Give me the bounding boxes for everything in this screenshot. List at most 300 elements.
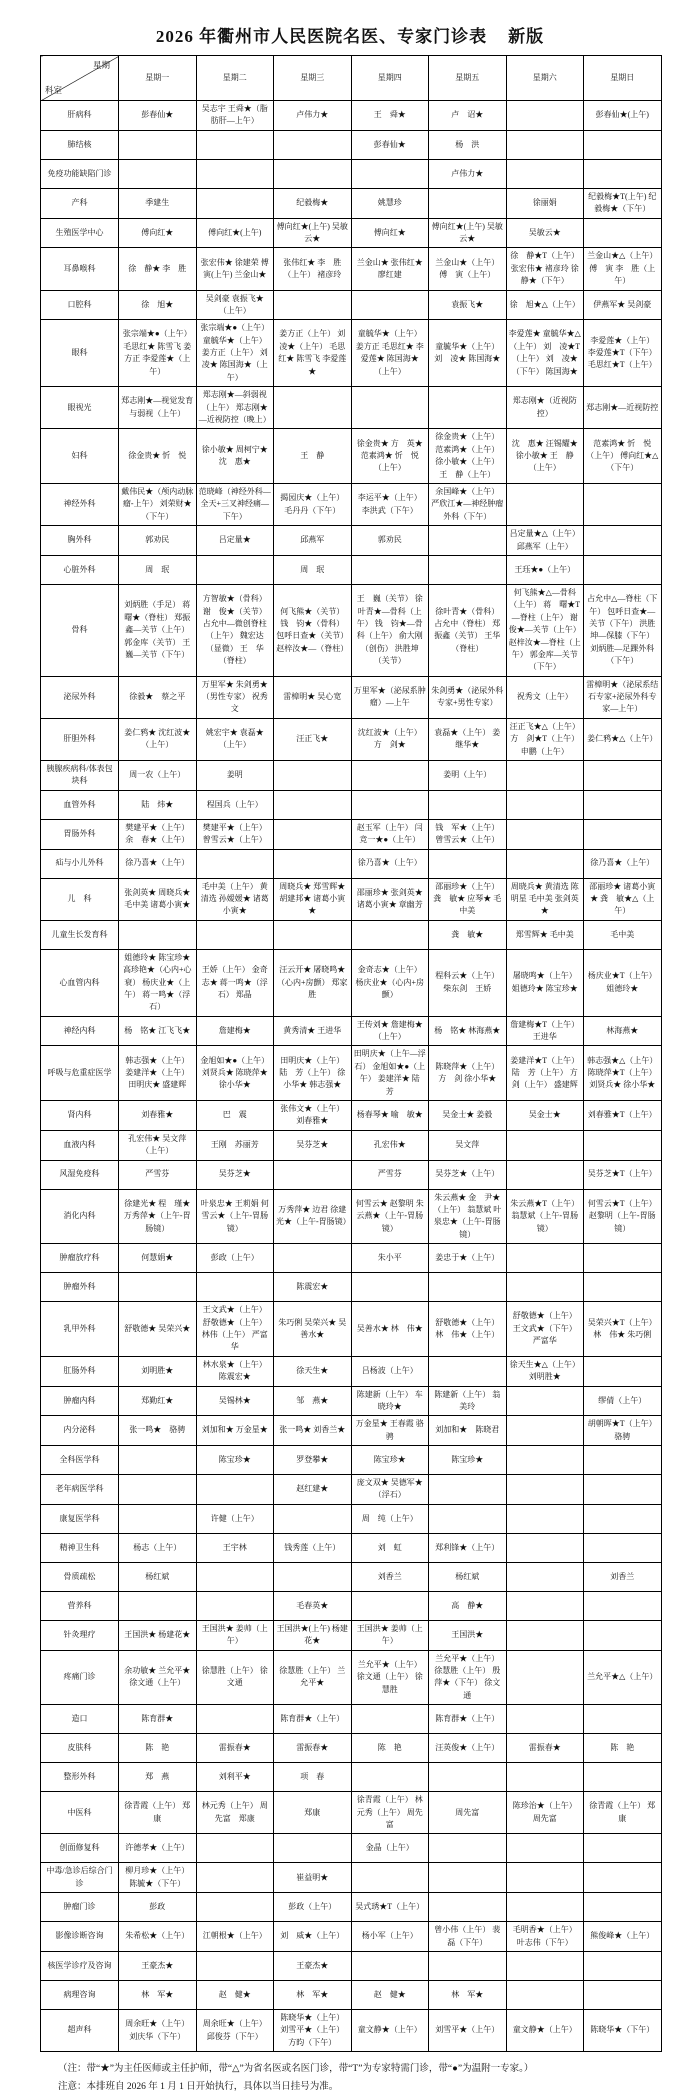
- schedule-cell: 兰金山★△（上午） 傅 寅 李 胜（上午）: [584, 248, 662, 290]
- schedule-cell: 郑志刚★—视觉发育与弱视（上午）: [119, 387, 197, 429]
- effective-date-note: 注意：本排班自 2026 年 1 月 1 日开始执行，具体以当日挂号为准。: [58, 2082, 339, 2093]
- schedule-cell: [429, 387, 507, 429]
- dept-cell: 肿瘤门诊: [41, 1893, 119, 1922]
- table-row: [41, 1244, 662, 1273]
- schedule-cell: [274, 819, 352, 849]
- schedule-cell: [584, 1475, 662, 1505]
- dept-cell: 风湿免疫科: [41, 1160, 119, 1189]
- table-row: [41, 1893, 662, 1922]
- schedule-cell: 柳月珍★（上午） 陈毓★（下午）: [119, 1863, 197, 1893]
- schedule-cell: 许德孝★（上午）: [119, 1834, 197, 1863]
- schedule-cell: [351, 1951, 429, 1980]
- schedule-cell: [506, 790, 584, 819]
- schedule-cell: [119, 1591, 197, 1620]
- schedule-cell: 刘明胜★: [119, 1356, 197, 1386]
- schedule-cell: 陈宝珍★: [429, 1446, 507, 1475]
- schedule-cell: [119, 1504, 197, 1533]
- schedule-cell: 吴荣兴★T（上午） 林 伟★ 朱巧俐: [584, 1302, 662, 1357]
- schedule-cell: [584, 819, 662, 849]
- schedule-cell: [429, 1273, 507, 1302]
- schedule-cell: 赵 健★: [196, 1980, 274, 2009]
- schedule-cell: 庞文双★ 吴德军★（浮石）: [351, 1475, 429, 1505]
- schedule-cell: 何慧娟★: [119, 1244, 197, 1273]
- schedule-cell: 刘春雅★: [119, 1101, 197, 1131]
- schedule-cell: [506, 849, 584, 878]
- dept-cell: 创面修复科: [41, 1834, 119, 1863]
- schedule-cell: 周余旺★（上午） 邱俊芬（下午）: [196, 2009, 274, 2051]
- schedule-cell: 周晓兵★ 郑雪辉★ 胡建邦★ 诸葛小寅★: [274, 878, 352, 920]
- schedule-cell: [429, 1863, 507, 1893]
- dept-cell: 肝胆外科: [41, 718, 119, 760]
- schedule-cell: 姜仁鸦★ 沈红波★（上午）: [119, 718, 197, 760]
- schedule-cell: 郑志刚★—斜弱视（上午） 郑志刚★—近视防控（晚上）: [196, 387, 274, 429]
- schedule-cell: 钱 军★（上午） 曾雪云★（上午）: [429, 819, 507, 849]
- table-row: [41, 248, 662, 290]
- schedule-cell: 陈建新（上午） 翁美玲: [429, 1386, 507, 1416]
- schedule-cell: 姜忠于★（上午）: [429, 1244, 507, 1273]
- schedule-cell: 万里军★（泌尿系肿瘤）—上午: [351, 676, 429, 718]
- schedule-cell: 金奇志★（上午） 杨庆业★（心内+房颤）: [351, 949, 429, 1016]
- schedule-cell: 吴芬芝★: [274, 1130, 352, 1160]
- schedule-cell: 傅向红★: [119, 218, 197, 248]
- schedule-cell: 张一鸣★ 刘香兰★: [274, 1416, 352, 1446]
- page-title: 2026 年衢州市人民医院名医、专家门诊表 新版: [155, 27, 545, 46]
- table-row: [41, 1160, 662, 1189]
- schedule-cell: 姐德玲★ 陈宝珍★ 高珍艳★（心内+心衰） 杨庆业★（上午） 蒋一鸣★（浮石）: [119, 949, 197, 1016]
- schedule-cell: 杨志（上午）: [119, 1533, 197, 1562]
- schedule-cell: 朱巧俐 吴荣兴★ 吴善水★: [274, 1302, 352, 1357]
- schedule-cell: 范晓峰（神经外科—全天+三叉神经痛—下午）: [196, 483, 274, 525]
- schedule-cell: 吴锡林★: [196, 1386, 274, 1416]
- schedule-cell: 郑志刚★（近视防控）: [506, 387, 584, 429]
- schedule-cell: 舒敬德★（上午） 王文武★（下午） 严富华: [506, 1302, 584, 1357]
- schedule-cell: 徐青霞（上午） 林元秀（上午） 周先富: [351, 1792, 429, 1834]
- table-row: [41, 819, 662, 849]
- schedule-cell: 陈建新（上午） 车晓玲★: [351, 1386, 429, 1416]
- schedule-cell: [584, 1591, 662, 1620]
- schedule-cell: 祝秀文（上午）: [506, 676, 584, 718]
- dept-cell: 整形外科: [41, 1763, 119, 1792]
- schedule-cell: [584, 1273, 662, 1302]
- schedule-cell: 朱希松★（上午）: [119, 1922, 197, 1952]
- schedule-cell: [196, 188, 274, 218]
- schedule-cell: 巴 震: [196, 1101, 274, 1131]
- schedule-cell: 季建生: [119, 188, 197, 218]
- schedule-cell: 林元秀（上午） 周先富 郑康: [196, 1792, 274, 1834]
- dept-cell: 肿瘤外科: [41, 1273, 119, 1302]
- schedule-cell: 杨红斌: [119, 1562, 197, 1591]
- schedule-cell: 徐天生★: [274, 1356, 352, 1386]
- table-row: [41, 1863, 662, 1893]
- schedule-cell: 周余旺★（上午） 刘庆华（下午）: [119, 2009, 197, 2051]
- schedule-cell: 郑雪辉★ 毛中美: [506, 920, 584, 949]
- schedule-cell: 李爱莲★（上午） 李爱莲★T（下午） 毛思红★T（上午）: [584, 320, 662, 387]
- table-row: [41, 218, 662, 248]
- schedule-cell: 金晶（上午）: [351, 1834, 429, 1863]
- schedule-cell: [351, 1705, 429, 1734]
- schedule-cell: [119, 1446, 197, 1475]
- schedule-cell: 詹建梅★T（上午） 王进华: [506, 1016, 584, 1046]
- schedule-cell: 叶泉忠★ 王莉娟 何雪云★（上午-胃肠镜）: [196, 1189, 274, 1244]
- schedule-cell: [351, 555, 429, 584]
- schedule-cell: 沈 惠★ 汪锡耀★ 徐小敏★ 王 静（上午）: [506, 429, 584, 484]
- schedule-cell: 王国洪★ 姜帅（上午）: [351, 1620, 429, 1650]
- schedule-cell: [506, 1504, 584, 1533]
- schedule-cell: 陈晓华★（上午） 刘雪平★（上午） 方昀（下午）: [274, 2009, 352, 2051]
- schedule-cell: 何雪云★ 赵黎明 朱云燕★（上午-胃肠镜）: [351, 1189, 429, 1244]
- schedule-cell: 王国洪★ 杨建花★: [119, 1620, 197, 1650]
- schedule-cell: 程科云★（上午） 柴东剑 王娇: [429, 949, 507, 1016]
- schedule-cell: 傅向红★(上午): [196, 218, 274, 248]
- schedule-cell: 林海燕★: [584, 1016, 662, 1046]
- day-header-3: 星期三: [274, 56, 352, 101]
- table-row: [41, 1562, 662, 1591]
- schedule-cell: [196, 1475, 274, 1505]
- schedule-cell: 余功敏★ 兰允平★ 徐文通（上午）: [119, 1650, 197, 1705]
- table-row: [41, 718, 662, 760]
- schedule-cell: [196, 849, 274, 878]
- schedule-cell: [429, 1356, 507, 1386]
- schedule-cell: 钱秀莲（上午）: [274, 1533, 352, 1562]
- schedule-cell: 吴芬芝★T（上午）: [584, 1160, 662, 1189]
- schedule-cell: 范素鸿★ 忻 悦（上午） 傅向红★△（下午）: [584, 429, 662, 484]
- schedule-cell: 刘利平★: [196, 1763, 274, 1792]
- schedule-cell: 吴善水★ 林 伟★: [351, 1302, 429, 1357]
- schedule-cell: 童毓华★（上午） 姜方正 毛思红★ 李爱莲★ 陈国海★（上午）: [351, 320, 429, 387]
- schedule-cell: [506, 1834, 584, 1863]
- schedule-cell: 万金星★ 王春霞 骆骋: [351, 1416, 429, 1446]
- schedule-cell: 赵 健★: [351, 1980, 429, 2009]
- schedule-cell: [584, 1446, 662, 1475]
- schedule-cell: [584, 1980, 662, 2009]
- schedule-cell: 刘加和★ 陈晓君: [429, 1416, 507, 1446]
- schedule-cell: 雷樟明★ 吴心宽: [274, 676, 352, 718]
- schedule-cell: 郭劝民: [119, 526, 197, 556]
- schedule-cell: [429, 1893, 507, 1922]
- schedule-cell: [351, 1591, 429, 1620]
- schedule-cell: [506, 1951, 584, 1980]
- schedule-cell: [274, 290, 352, 320]
- dept-cell: 泌尿外科: [41, 676, 119, 718]
- day-header-6: 星期六: [506, 56, 584, 101]
- schedule-cell: [351, 1863, 429, 1893]
- schedule-cell: 陈育群★（上午）: [429, 1705, 507, 1734]
- schedule-cell: [506, 1562, 584, 1591]
- dept-cell: 产科: [41, 188, 119, 218]
- schedule-cell: 邱燕军: [274, 526, 352, 556]
- schedule-cell: [429, 188, 507, 218]
- schedule-cell: 何雪云★T（上午） 赵黎明（上午-胃肠镜）: [584, 1189, 662, 1244]
- schedule-cell: [506, 1160, 584, 1189]
- schedule-cell: [274, 790, 352, 819]
- table-row: [41, 1046, 662, 1101]
- schedule-cell: 王豪杰★: [119, 1951, 197, 1980]
- schedule-cell: [196, 920, 274, 949]
- corner-dept-label: 科室: [45, 84, 63, 95]
- schedule-cell: 徐慧胜（上午） 徐文通: [196, 1650, 274, 1705]
- table-row: [41, 101, 662, 131]
- schedule-cell: [506, 483, 584, 525]
- schedule-cell: 王 静: [274, 429, 352, 484]
- schedule-cell: [584, 761, 662, 791]
- header-row: [41, 56, 662, 101]
- schedule-cell: [506, 1591, 584, 1620]
- dept-cell: 生殖医学中心: [41, 218, 119, 248]
- schedule-cell: [351, 1273, 429, 1302]
- schedule-cell: 傅向红★(上午) 吴敏云★: [274, 218, 352, 248]
- schedule-cell: 韩志强★（上午） 姜建洋★（上午） 田明庆★ 盛建辉: [119, 1046, 197, 1101]
- schedule-cell: 王豪杰★: [274, 1951, 352, 1980]
- schedule-cell: [119, 920, 197, 949]
- schedule-cell: [584, 1533, 662, 1562]
- schedule-cell: 王文武★（上午） 舒敬德★（上午） 林伟（上午） 严富华: [196, 1302, 274, 1357]
- table-row: [41, 676, 662, 718]
- schedule-cell: 徐青霞（上午） 郑康: [584, 1792, 662, 1834]
- schedule-cell: 陈震宏★: [274, 1273, 352, 1302]
- table-row: [41, 1386, 662, 1416]
- dept-cell: 胸外科: [41, 526, 119, 556]
- schedule-cell: 詹建梅★: [196, 1016, 274, 1046]
- schedule-cell: 舒敬德★（上午） 林 伟★（上午）: [429, 1302, 507, 1357]
- dept-cell: 消化内科: [41, 1189, 119, 1244]
- table-row: [41, 1446, 662, 1475]
- schedule-cell: [506, 1893, 584, 1922]
- schedule-cell: 陈育群★（上午）: [274, 1705, 352, 1734]
- table-row: [41, 1834, 662, 1863]
- schedule-cell: [351, 920, 429, 949]
- schedule-cell: 张剑英★ 周晓兵★ 毛中美 诸葛小寅★: [119, 878, 197, 920]
- schedule-cell: 徐慧胜（上午） 兰允平★: [274, 1650, 352, 1705]
- schedule-cell: 李爱莲★ 童毓华★△（上午） 刘 凌★T（上午） 刘 凌★（下午） 陈国海★: [506, 320, 584, 387]
- dept-cell: 心脏外科: [41, 555, 119, 584]
- dept-cell: 儿童生长发育科: [41, 920, 119, 949]
- dept-cell: 老年病医学科: [41, 1475, 119, 1505]
- table-header: [41, 56, 662, 101]
- schedule-cell: 汪正飞★: [274, 718, 352, 760]
- schedule-cell: [119, 1475, 197, 1505]
- schedule-cell: 邵丽珍★ 诸葛小寅★ 龚 敏★△（上午）: [584, 878, 662, 920]
- schedule-cell: 姜建洋★T（上午） 陆 芳（上午） 方 剑（上午） 盛建辉: [506, 1046, 584, 1101]
- schedule-cell: 刘 虹: [351, 1533, 429, 1562]
- schedule-cell: 徐天生★△（上午） 刘明胜★: [506, 1356, 584, 1386]
- table-row: [41, 1504, 662, 1533]
- schedule-cell: 徐金贵★ 忻 悦: [119, 429, 197, 484]
- schedule-cell: 姜方正（上午） 刘 凌★（上午） 毛思红★ 陈雪飞 李爱莲★: [274, 320, 352, 387]
- schedule-cell: [274, 1244, 352, 1273]
- dept-cell: 血液内科: [41, 1130, 119, 1160]
- dept-cell: 肛肠外科: [41, 1356, 119, 1386]
- schedule-cell: 金旭如★●（上午） 刘贤兵★ 陈晓萍★ 徐小华★: [196, 1046, 274, 1101]
- table-row: [41, 1763, 662, 1792]
- schedule-cell: [274, 387, 352, 429]
- schedule-cell: 杨 洪: [429, 130, 507, 159]
- schedule-cell: 姚宏宇★ 袁磊★（上午）: [196, 718, 274, 760]
- schedule-cell: 王国洪★ 姜帅（上午）: [196, 1620, 274, 1650]
- schedule-cell: 汪正飞★△（上午） 方 剑★T（上午） 申鹏（上午）: [506, 718, 584, 760]
- schedule-cell: 兰允平★（上午） 徐慧胜（上午） 殷 萍★（下午） 徐文通: [429, 1650, 507, 1705]
- dept-cell: 眼科: [41, 320, 119, 387]
- schedule-cell: 吴金士★: [506, 1101, 584, 1131]
- table-row: [41, 555, 662, 584]
- schedule-cell: 陈宝珍★: [351, 1446, 429, 1475]
- dept-cell: 病理咨询: [41, 1980, 119, 2009]
- schedule-cell: [506, 1705, 584, 1734]
- schedule-cell: 陆 炜★: [119, 790, 197, 819]
- dept-cell: 呼吸与危重症医学: [41, 1046, 119, 1101]
- schedule-cell: 徐丽娟: [506, 188, 584, 218]
- schedule-cell: 吕定量★: [196, 526, 274, 556]
- dept-cell: 肝病科: [41, 101, 119, 131]
- schedule-cell: 熊俊峰★（上午）: [584, 1922, 662, 1952]
- dept-cell: 针灸理疗: [41, 1620, 119, 1650]
- schedule-cell: 周先富: [429, 1792, 507, 1834]
- table-row: [41, 1356, 662, 1386]
- schedule-cell: [584, 1620, 662, 1650]
- legend-note: （注：带“★”为主任医师或主任护师，带“△”为省名医或名医门诊，带“T”为专家特需门诊，带“●”为温附一专家。）: [58, 2064, 534, 2075]
- schedule-cell: 刘香兰: [584, 1562, 662, 1591]
- dept-cell: 胃肠外科: [41, 819, 119, 849]
- table-row: [41, 584, 662, 676]
- schedule-cell: 吴芬芝★: [196, 1160, 274, 1189]
- table-row: [41, 159, 662, 188]
- schedule-cell: 周晓兵★ 黄清选 陈明星 毛中美 张剑英★: [506, 878, 584, 920]
- schedule-cell: 严雪芬: [119, 1160, 197, 1189]
- schedule-cell: 舒敬德★ 吴荣兴★: [119, 1302, 197, 1357]
- dept-cell: 疼痛门诊: [41, 1650, 119, 1705]
- schedule-cell: 李运平★（上午） 李洪武（下午）: [351, 483, 429, 525]
- schedule-cell: 徐金贵★（上午） 范素鸿★（上午） 徐小敏★（上午） 王 静（上午）: [429, 429, 507, 484]
- schedule-cell: [274, 1504, 352, 1533]
- schedule-cell: 张宏伟★ 徐建荣 傅 寅(上午) 兰金山★: [196, 248, 274, 290]
- schedule-cell: [274, 920, 352, 949]
- table-row: [41, 1302, 662, 1357]
- dept-cell: 造口: [41, 1705, 119, 1734]
- day-header-5: 星期五: [429, 56, 507, 101]
- schedule-cell: 王 舜★: [351, 101, 429, 131]
- schedule-cell: 林 军★: [274, 1980, 352, 2009]
- schedule-cell: 吕定量★△（上午） 邱燕军（上午）: [506, 526, 584, 556]
- corner-week-label: 星期: [92, 60, 110, 70]
- schedule-cell: 毛中美（上午） 黄清选 孙嫒媛★ 诸葛小寅★: [196, 878, 274, 920]
- day-header-1: 星期一: [119, 56, 197, 101]
- schedule-cell: [274, 1160, 352, 1189]
- schedule-cell: 汪英俊★（上午）: [429, 1734, 507, 1763]
- schedule-cell: 傅向红★: [351, 218, 429, 248]
- schedule-cell: [274, 849, 352, 878]
- schedule-cell: [196, 1591, 274, 1620]
- dept-cell: 肾内科: [41, 1101, 119, 1131]
- schedule-cell: 雷振春★: [196, 1734, 274, 1763]
- schedule-cell: [196, 1863, 274, 1893]
- schedule-cell: 戴伟民★（颅内动脉瘤-上午） 刘荣财★（下午）: [119, 483, 197, 525]
- table-row: [41, 387, 662, 429]
- schedule-cell: 陈珍治★（上午） 周先富: [506, 1792, 584, 1834]
- footer-notes: [58, 2060, 700, 2096]
- table-row: [41, 188, 662, 218]
- schedule-cell: 姜仁鸦★△（上午）: [584, 718, 662, 760]
- schedule-cell: [506, 1475, 584, 1505]
- dept-cell: 疝与小儿外科: [41, 849, 119, 878]
- schedule-cell: 郑勤红★: [119, 1386, 197, 1416]
- schedule-cell: 屠晓鸣★（上午） 姐德玲★ 陈宝珍★: [506, 949, 584, 1016]
- schedule-cell: 王宇林: [196, 1533, 274, 1562]
- dept-cell: 胰腺疾病科/体表包块科: [41, 761, 119, 791]
- schedule-cell: 樊建平★（上午） 余 春★（上午）: [119, 819, 197, 849]
- schedule-cell: 杨红斌: [429, 1562, 507, 1591]
- schedule-cell: [506, 1446, 584, 1475]
- dept-cell: 肿瘤放疗科: [41, 1244, 119, 1273]
- schedule-cell: 陈晓萍★（上午） 方 剑 徐小华★: [429, 1046, 507, 1101]
- table-row: [41, 1016, 662, 1046]
- schedule-cell: 黄秀清★ 王进华: [274, 1016, 352, 1046]
- schedule-cell: [196, 1273, 274, 1302]
- schedule-cell: 刘炳胜（手足） 蒋 曙★（脊柱） 郑振鑫—关节（上午） 郭金库（关节） 王巍—关节（下午）: [119, 584, 197, 676]
- schedule-cell: [429, 555, 507, 584]
- schedule-cell: 方智敏★（骨科） 谢 俊★（关节） 占允中—微创脊柱（上午） 魏宏达（显微） 王 华（脊柱）: [196, 584, 274, 676]
- schedule-cell: [274, 1562, 352, 1591]
- table-row: [41, 849, 662, 878]
- schedule-cell: [506, 1386, 584, 1416]
- schedule-cell: 傅向红★(上午) 吴敏云★: [429, 218, 507, 248]
- dept-cell: 乳甲外科: [41, 1302, 119, 1357]
- schedule-cell: 张伟红★ 李 胜（上午） 褚彦玲: [274, 248, 352, 290]
- dept-cell: 中医科: [41, 1792, 119, 1834]
- schedule-cell: [429, 1834, 507, 1863]
- schedule-cell: [506, 130, 584, 159]
- schedule-cell: 陈晓华★（下午）: [584, 2009, 662, 2051]
- dept-cell: 血管外科: [41, 790, 119, 819]
- schedule-cell: 徐乃喜★（上午）: [584, 849, 662, 878]
- table-row: [41, 130, 662, 159]
- schedule-cell: 童文静★（上午）: [506, 2009, 584, 2051]
- schedule-cell: 兰允平★（上午） 徐文通（上午） 徐慧胜: [351, 1650, 429, 1705]
- dept-cell: 超声科: [41, 2009, 119, 2051]
- schedule-cell: [119, 1273, 197, 1302]
- schedule-cell: [196, 1562, 274, 1591]
- schedule-cell: [196, 1834, 274, 1863]
- schedule-cell: 韩志强★△（上午） 陈晓萍★T（上午） 刘贤兵★ 徐小华★: [584, 1046, 662, 1101]
- schedule-cell: 周 珉: [274, 555, 352, 584]
- schedule-cell: 邹 燕★: [274, 1386, 352, 1416]
- schedule-cell: 沈红波★（上午） 方 剑★: [351, 718, 429, 760]
- schedule-cell: 徐毅★ 蔡之平: [119, 676, 197, 718]
- table-row: [41, 1416, 662, 1446]
- schedule-cell: 杨小军（上午）: [351, 1922, 429, 1952]
- schedule-cell: 刘雪平★（上午）: [429, 2009, 507, 2051]
- schedule-cell: 严雪芬: [351, 1160, 429, 1189]
- schedule-cell: 邵丽珍★ 张剑英★ 诸葛小寅★ 章幽芳: [351, 878, 429, 920]
- schedule-cell: [506, 1244, 584, 1273]
- table-row: [41, 1980, 662, 2009]
- schedule-cell: 缪倩（上午）: [584, 1386, 662, 1416]
- table-row: [41, 483, 662, 525]
- table-row: [41, 1130, 662, 1160]
- schedule-cell: 毛中美: [584, 920, 662, 949]
- schedule-cell: [584, 526, 662, 556]
- schedule-cell: 王国洪★(上午) 杨建花★: [274, 1620, 352, 1650]
- schedule-cell: 高 静★: [429, 1591, 507, 1620]
- table-row: [41, 1475, 662, 1505]
- schedule-cell: [506, 1416, 584, 1446]
- schedule-cell: 林水泉★（上午） 陈震宏★: [196, 1356, 274, 1386]
- schedule-cell: 袁振飞★: [429, 290, 507, 320]
- schedule-cell: 兰金山★ 张伟红★ 廖红建: [351, 248, 429, 290]
- schedule-cell: 毛明香★（上午） 叶志伟（下午）: [506, 1922, 584, 1952]
- schedule-cell: [429, 1504, 507, 1533]
- schedule-cell: 刘 威★（上午）: [274, 1922, 352, 1952]
- schedule-cell: 彭春仙★: [119, 101, 197, 131]
- schedule-cell: 徐青霞（上午） 郑康: [119, 1792, 197, 1834]
